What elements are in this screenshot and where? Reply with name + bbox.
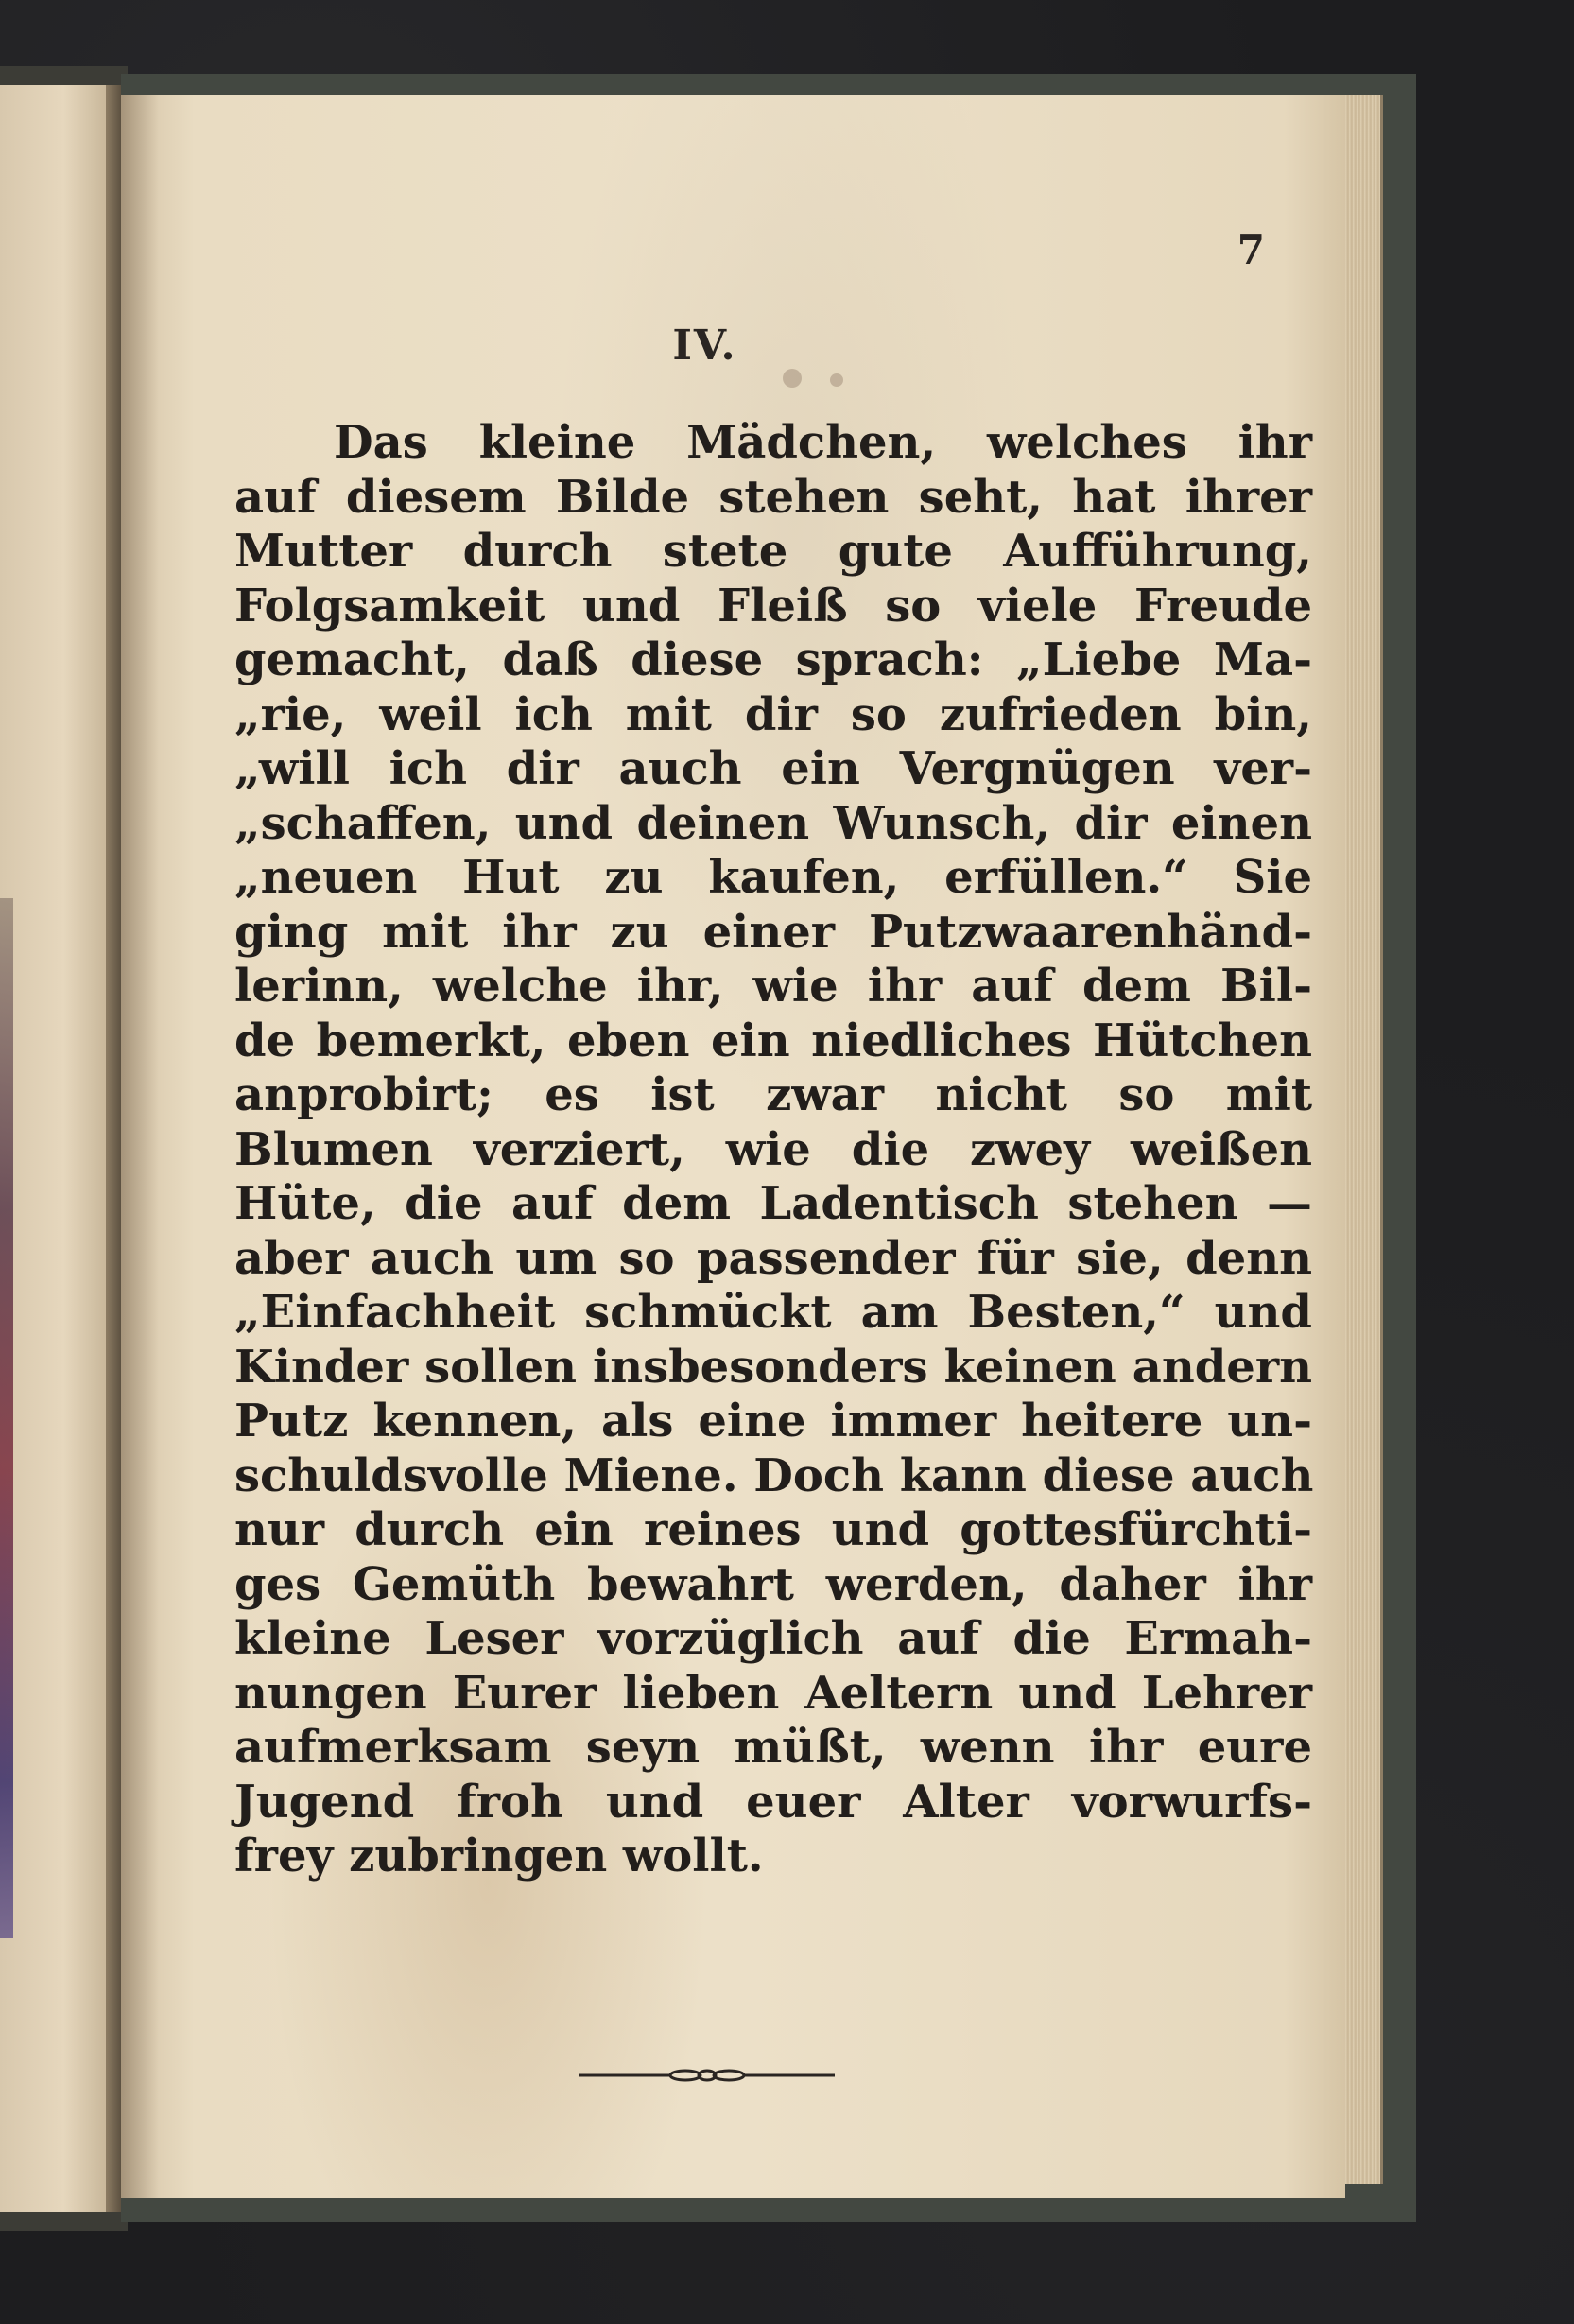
- text-line: Jugend froh und euer Alter vorwurfs-: [234, 1775, 1312, 1829]
- text-line: lerinn, welche ihr, wie ihr auf dem Bil-: [234, 960, 1312, 1013]
- text-line: Putz kennen, als eine immer heitere un-: [234, 1395, 1312, 1448]
- text-line: frey zubringen wollt.: [234, 1830, 764, 1882]
- text-line: nur durch ein reines und gottesfürchti-: [234, 1503, 1312, 1556]
- text-line: ging mit ihr zu einer Putzwaarenhänd-: [234, 905, 1312, 959]
- text-line: Hüte, die auf dem Ladentisch stehen —: [234, 1177, 1312, 1230]
- text-line: „neuen Hut zu kaufen, erfüllen.“ Sie: [234, 851, 1312, 904]
- left-page-illustration-edge: [0, 898, 13, 1938]
- page-number: 7: [1237, 227, 1265, 273]
- text-line: „will ich dir auch ein Vergnügen ver-: [234, 742, 1312, 795]
- book-gutter: [106, 85, 121, 2212]
- text-line: Folgsamkeit und Fleiß so viele Freude: [234, 579, 1312, 633]
- body-text: [234, 416, 1312, 1884]
- text-line: nungen Eurer lieben Aeltern und Lehrer: [234, 1666, 1312, 1720]
- text-line: kleine Leser vorzüglich auf die Ermah-: [234, 1612, 1312, 1665]
- decorative-rule: [579, 2066, 835, 2085]
- text-line: anprobirt; es ist zwar nicht so mit: [234, 1068, 1312, 1121]
- text-line: schuldsvolle Miene. Doch kann diese auch: [234, 1448, 1314, 1502]
- ink-spot: [830, 373, 843, 387]
- text-line: de bemerkt, eben ein niedliches Hütchen: [234, 1014, 1312, 1067]
- left-page: [0, 85, 106, 2212]
- text-line: auf diesem Bilde stehen seht, hat ihrer: [234, 470, 1312, 524]
- gutter-shadow: [121, 95, 159, 2198]
- text-line: „Einfachheit schmückt am Besten,“ und: [234, 1286, 1312, 1339]
- text-line: Das kleine Mädchen, welches ihr: [334, 416, 1312, 469]
- text-line: aber auch um so passender für sie, denn: [234, 1231, 1312, 1285]
- text-line: „schaffen, und deinen Wunsch, dir einen: [234, 796, 1312, 850]
- text-line: gemacht, daß diese sprach: „Liebe Ma-: [234, 633, 1312, 686]
- right-page: [121, 95, 1345, 2198]
- text-line: aufmerksam seyn müßt, wenn ihr eure: [234, 1721, 1312, 1774]
- text-line: Mutter durch stete gute Aufführung,: [234, 525, 1312, 578]
- chapter-heading: IV.: [672, 321, 737, 370]
- text-line: ges Gemüth bewahrt werden, daher ihr: [234, 1557, 1312, 1611]
- text-line: Kinder sollen insbesonders keinen andern: [234, 1340, 1312, 1394]
- text-line: „rie, weil ich mit dir so zufrieden bin,: [234, 687, 1312, 741]
- text-line: Blumen verziert, wie die zwey weißen: [234, 1122, 1312, 1176]
- ink-spot: [783, 369, 802, 388]
- page-block-edges: [1342, 95, 1383, 2184]
